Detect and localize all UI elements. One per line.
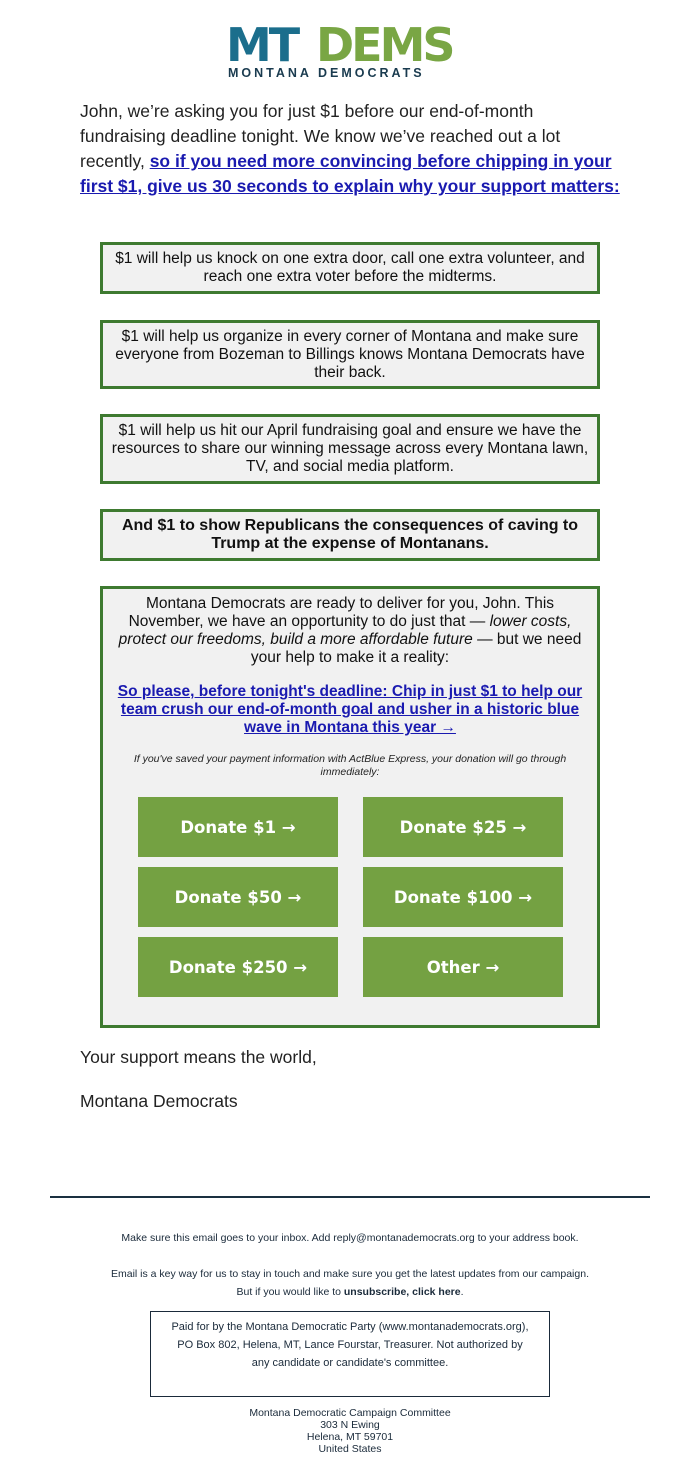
unsubscribe-link[interactable]: unsubscribe, click here <box>343 1286 461 1298</box>
point-text: And $1 to show Republicans the consequences of caving to Trump at the expense of Montanans. <box>121 517 579 552</box>
point-box-4 <box>100 509 600 561</box>
intro-link[interactable]: so if you need more convincing before chipping in your first $1, give us 30 seconds to explain why your support matters: <box>80 151 620 196</box>
unsubscribe-line <box>50 1283 650 1301</box>
mtdems-logo <box>226 18 476 82</box>
cta-link[interactable]: So please, before tonight's deadline: Chip in just $1 to help our team crush our end-of-month goal and usher in a historic blue wave in Montana this year → <box>117 683 583 736</box>
address-line: Montana Democratic Campaign Committee <box>249 1407 451 1419</box>
donate-25-button[interactable]: Donate $25 → <box>363 797 563 857</box>
logo-mt: MT <box>226 18 298 72</box>
point-box-1 <box>100 242 600 294</box>
cta-italic: lower costs, protect our freedoms, build a more affordable future <box>118 613 572 648</box>
unsub-post: . <box>460 1286 464 1298</box>
address-line: United States <box>318 1443 382 1455</box>
signature: Montana Democrats <box>80 1091 238 1111</box>
inbox-note: Make sure this email goes to your inbox. Add reply@montanademocrats.org to your address book. <box>121 1232 579 1244</box>
express-note: If you've saved your payment information with ActBlue Express, your donation will go through immediately: <box>133 753 567 778</box>
closing-line: Your support means the world, <box>80 1047 317 1067</box>
point-text: $1 will help us knock on one extra door, call one extra volunteer, and reach one extra voter before the midterms. <box>115 250 585 285</box>
donate-100-button[interactable]: Donate $100 → <box>363 867 563 927</box>
cta-pre: Montana Democrats are ready to deliver for you, John. This November, we have an opportunity to do just that — <box>128 595 555 630</box>
logo-dems: DEMS <box>316 18 453 72</box>
donate-250-button[interactable]: Donate $250 → <box>138 937 338 997</box>
donate-panel <box>100 586 600 1028</box>
unsub-pre: But if you would like to <box>236 1286 344 1298</box>
paid-for-box <box>150 1311 550 1397</box>
point-box-3 <box>100 414 600 484</box>
point-text: $1 will help us hit our April fundraising goal and ensure we have the resources to share our winning message across every Montana lawn, TV, and social media platform. <box>111 422 589 475</box>
address-line: 303 N Ewing <box>320 1419 380 1431</box>
logo-subtitle: MONTANA DEMOCRATS <box>228 66 425 80</box>
mailing-address <box>50 1407 650 1455</box>
footer-divider <box>50 1196 650 1198</box>
point-text: $1 will help us organize in every corner of Montana and make sure everyone from Bozeman to Billings knows Montana Democrats have their back. <box>115 327 585 381</box>
intro-text: John, we’re asking you for just $1 before our end-of-month fundraising deadline tonight. We know we’ve reached out a lot recently, <box>80 101 561 171</box>
intro-paragraph <box>80 99 620 199</box>
paid-for-text: Paid for by the Montana Democratic Party (www.montanademocrats.org), PO Box 802, Helena, MT, Lance Fourstar, Treasurer. Not authorized by any candidate or candidate's committee. <box>171 1321 529 1369</box>
donate-50-button[interactable]: Donate $50 → <box>138 867 338 927</box>
point-box-2 <box>100 320 600 389</box>
donate-other-button[interactable]: Other → <box>363 937 563 997</box>
donate-1-button[interactable]: Donate $1 → <box>138 797 338 857</box>
address-line: Helena, MT 59701 <box>306 1431 394 1443</box>
cta-paragraph <box>113 595 587 667</box>
cta-post: — but we need your help to make it a reality: <box>250 631 582 666</box>
stay-note: Email is a key way for us to stay in touch and make sure you get the latest updates from our campaign. <box>111 1268 589 1280</box>
